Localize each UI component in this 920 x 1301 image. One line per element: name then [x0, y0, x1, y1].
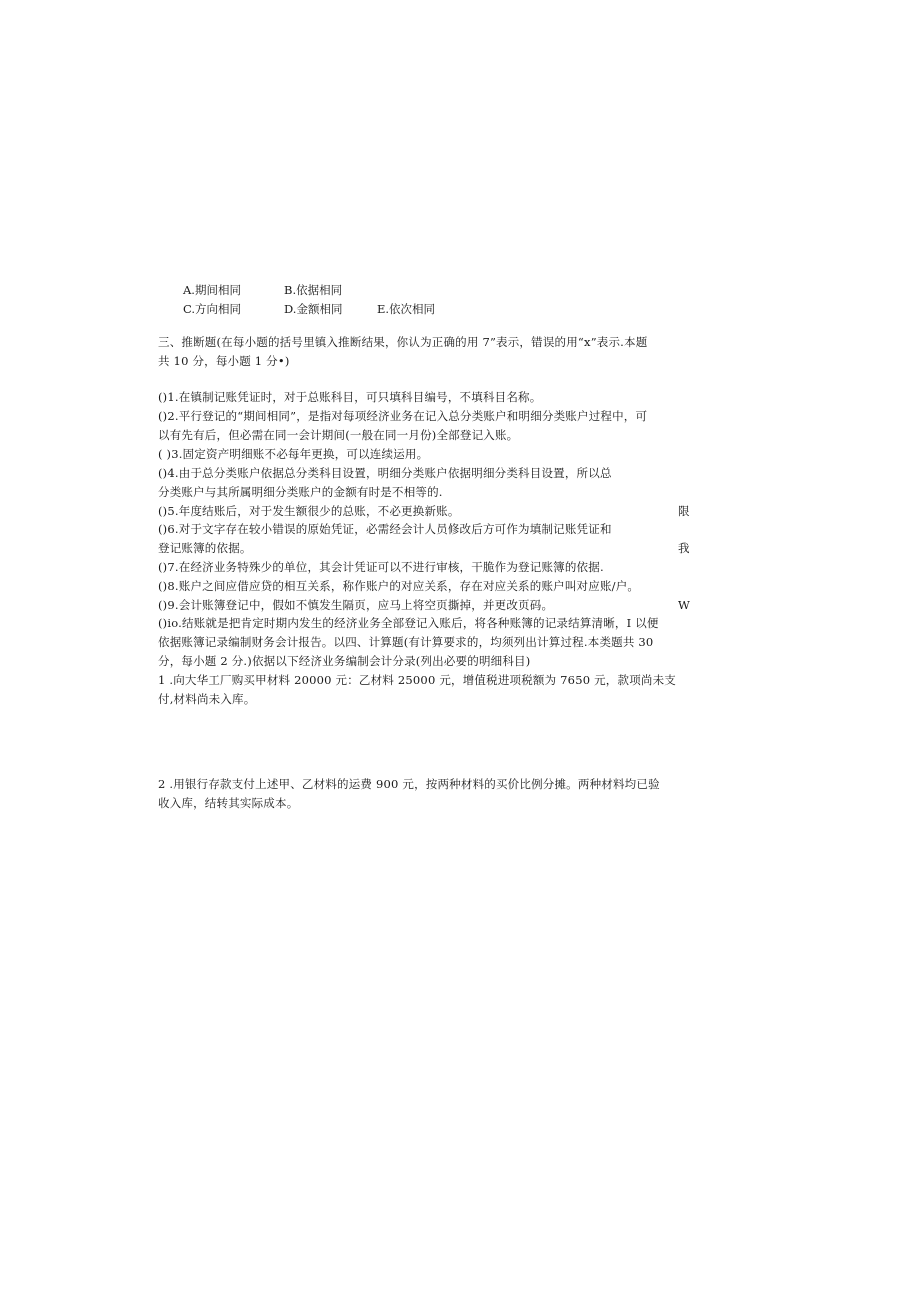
section-heading-cont: 共 10 分，每小题 1 分•) — [158, 354, 290, 368]
option-c: C.方向相同 — [183, 302, 242, 316]
question-5: ()5.年度结账后，对于发生额很少的总账，不必更换新账。 — [158, 504, 460, 518]
calc-section-heading: 分，每小题 2 分.)依据以下经济业务编制会计分录(列出必要的明细科目) — [158, 654, 531, 668]
option-b: B.依据相同 — [284, 283, 343, 297]
calc-problem-1: 1 .向大华工厂购买甲材料 20000 元：乙材料 25000 元，增值税进项税额为 7650 元，款项尚未支 — [158, 673, 676, 687]
margin-mark: 我 — [678, 541, 690, 555]
question-6: ()6.对于文字存在较小错误的原始凭证，必需经会计人员修改后方可作为填制记账凭证和 — [158, 522, 612, 536]
question-7: ()7.在经济业务特殊少的单位，其会计凭证可以不进行审核，干脆作为登记账簿的依据. — [158, 560, 604, 574]
question-4-cont: 分类账户与其所属明细分类账户的金额有时是不相等的. — [158, 485, 443, 499]
question-2-cont: 以有先有后，但必需在同一会计期间(一般在同一月份)全部登记入账。 — [158, 428, 519, 442]
calc-problem-1-cont: 付,材料尚未入库。 — [158, 692, 256, 706]
question-3: ( )3.固定资产明细账不必每年更换，可以连续运用。 — [158, 447, 429, 461]
option-e: E.依次相同 — [377, 302, 436, 316]
question-10-cont: 依据账簿记录编制财务会计报告。以四、计算题(有计算要求的，均须列出计算过程.本类题共 30 — [158, 635, 654, 649]
question-4: ()4.由于总分类账户依据总分类科目设置，明细分类账户依据明细分类科目设置，所以总 — [158, 466, 612, 480]
question-8: ()8.账户之间应借应贷的相互关系，称作账户的对应关系，存在对应关系的账户叫对应账/户。 — [158, 579, 640, 593]
question-9: ()9.会计账簿登记中，假如不慎发生隔页，应马上将空页撕掉，并更改页码。 — [158, 598, 554, 612]
margin-mark: W — [678, 598, 690, 612]
question-1: ()1.在镇制记账凭证时，对于总账科目，可只填科目编号，不填科目名称。 — [158, 390, 542, 404]
margin-mark: 限 — [678, 504, 690, 518]
question-6-cont: 登记账簿的依据。 — [158, 541, 252, 555]
question-10: ()io.结账就是把肯定时期内发生的经济业务全部登记入账后，将各种账簿的记录结算清晰，I 以便 — [158, 616, 659, 630]
calc-problem-2-cont: 收入库，结转其实际成本。 — [158, 796, 299, 810]
section-heading: 三、推断题(在每小题的括号里镇入推断结果，你认为正确的用 7”表示，错误的用“x”表示.本题 — [158, 335, 648, 349]
question-2: ()2.平行登记的“期间相同”，是指对每项经济业务在记入总分类账户和明细分类账户过程中，可 — [158, 409, 648, 423]
option-d: D.金额相同 — [284, 302, 343, 316]
option-a: A.期间相同 — [183, 283, 241, 297]
calc-problem-2: 2 .用银行存款支付上述甲、乙材料的运费 900 元，按两种材料的买价比例分摊。两种材料均已验 — [158, 777, 660, 791]
